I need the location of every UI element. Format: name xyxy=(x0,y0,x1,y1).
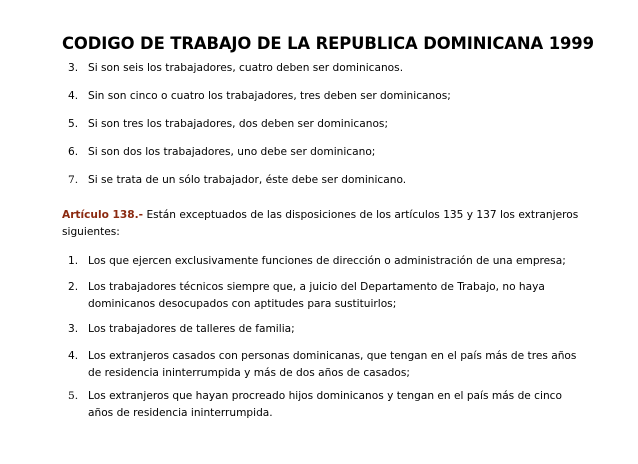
list-item-text: Los extranjeros que hayan procreado hijos dominicanos y tengan en el país más de cinco años de residencia ininterrumpida. xyxy=(88,390,562,419)
list-item xyxy=(68,348,584,381)
list-item xyxy=(68,321,584,338)
list-item xyxy=(68,172,406,189)
list-item xyxy=(68,144,375,161)
list-item-number: 2. xyxy=(68,281,79,293)
list-item-number: 3. xyxy=(68,62,79,74)
list-item-text: Si son tres los trabajadores, dos deben ser dominicanos; xyxy=(88,118,389,130)
list-item xyxy=(68,388,584,421)
article-body: Están exceptuados de las disposiciones de los artículos 135 y 137 los extranjeros siguientes: xyxy=(62,209,579,238)
list-item-text: Si se trata de un sólo trabajador, éste debe ser dominicano. xyxy=(88,174,407,186)
list-item-text: Si son dos los trabajadores, uno debe ser dominicano; xyxy=(88,146,376,158)
article-138-paragraph xyxy=(62,207,582,241)
list-item-number: 6. xyxy=(68,146,79,158)
list-item xyxy=(68,253,584,270)
list-item xyxy=(68,60,403,77)
list-item-text: Los trabajadores técnicos siempre que, a juicio del Departamento de Trabajo, no haya dominicanos desocupados con aptitudes para sustituirlos; xyxy=(88,281,545,310)
list-item-number: 4. xyxy=(68,350,79,362)
list-item-text: Los extranjeros casados con personas dominicanas, que tengan en el país más de tres años de residencia ininterrumpida y más de dos años de casados; xyxy=(88,350,577,379)
list-item xyxy=(68,116,388,133)
list-item-text: Los que ejercen exclusivamente funciones de dirección o administración de una empresa; xyxy=(88,255,566,267)
list-item-text: Los trabajadores de talleres de familia; xyxy=(88,323,295,335)
list-item xyxy=(68,88,451,105)
list-item-text: Si son seis los trabajadores, cuatro deben ser dominicanos. xyxy=(88,62,404,74)
list-item-number: 4. xyxy=(68,90,79,102)
list-item-number: 5. xyxy=(68,390,79,402)
list-item-number: 3. xyxy=(68,323,79,335)
list-item-text: Sin son cinco o cuatro los trabajadores, tres deben ser dominicanos; xyxy=(88,90,451,102)
list-item-number: 5. xyxy=(68,118,79,130)
article-heading: Artículo 138.- xyxy=(62,209,144,221)
document-title: CODIGO DE TRABAJO DE LA REPUBLICA DOMINICANA 1999 xyxy=(62,34,594,53)
list-item-number: 1. xyxy=(68,255,79,267)
list-item xyxy=(68,279,584,312)
list-item-number: 7. xyxy=(68,174,79,186)
